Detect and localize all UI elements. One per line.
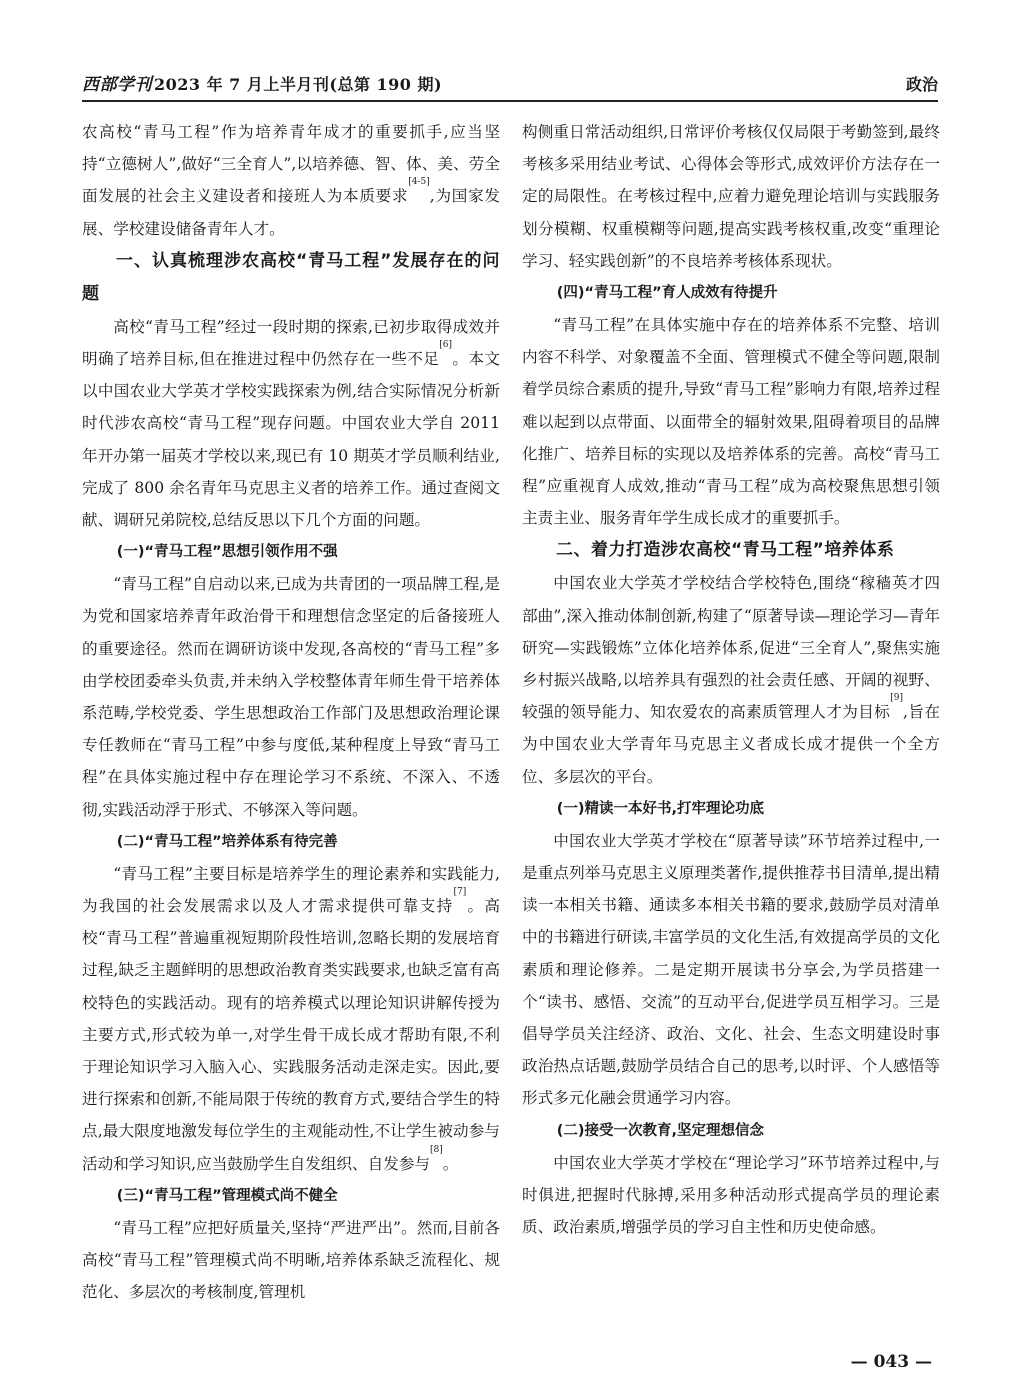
paragraph	[522, 567, 940, 792]
text-run: 高校“青马工程”经过一段时期的探索,已初步取得成效并明确了培养目标,但在推进过程中仍然存在一些不足	[82, 317, 500, 369]
paragraph: “青马工程”应把好质量关,坚持“严进严出”。然而,目前各高校“青马工程”管理模式尚不明晰,培养体系缺乏流程化、规范化、多层次的考核制度,管理机	[82, 1218, 500, 1302]
page-number: — 043 —	[850, 1352, 932, 1372]
subsection-heading: (一)精读一本好书,打牢理论功底	[556, 800, 765, 817]
subsection-heading: (二)“青马工程”培养体系有待完善	[116, 833, 338, 850]
text-run: ,旨在为中国农业大学青年马克思主义者成长成才提供一个全方位、多层次的平台。	[522, 703, 940, 786]
subsection-heading: (四)“青马工程”育人成效有待提升	[556, 285, 778, 302]
subsection-heading: (一)“青马工程”思想引领作用不强	[116, 544, 338, 561]
right-column	[522, 116, 940, 1243]
journal-issue-line	[82, 70, 442, 100]
citation: [9]	[890, 693, 903, 704]
text-run: 农高校“青马工程”作为培养青年成才的重要抓手,应当坚持“立德树人”,做好“三全育人”,以培养德、智、体、美、劳全面发展的社会主义建设者和接班人为本质要求	[82, 123, 500, 206]
text-run: 中国农业大学英才学校结合学校特色,围绕“稼穑英才四部曲”,深入推动体制创新,构建了“原著导读—理论学习—青年研究—实践锻炼”立体化培养体系,促进“三全育人”,聚焦实施乡村振兴战略,以培养具有强烈的社会责任感、开阔的视野、较强的领导能力、知农爱农的高素质管理人才为目标	[522, 574, 940, 722]
text-run: ,为国家发展、学校建设储备青年人才。	[82, 187, 500, 238]
paragraph	[82, 858, 500, 1180]
citation: [6]	[439, 340, 452, 351]
paragraph	[82, 311, 500, 536]
running-header	[82, 66, 938, 102]
section-label: 政治	[905, 75, 938, 94]
paragraph: “青马工程”自启动以来,已成为共青团的一项品牌工程,是为党和国家培养青年政治骨干和理想信念坚定的后备接班人的重要途径。然而在调研访谈中发现,各高校的“青马工程”多由学校团委牵头负责,并未纳入学校整体青年师生骨干培养体系范畴,学校党委、学生思想政治工作部门及思想政治理论课专任教师在“青马工程”中参与度低,某种程度上导致“青马工程”在具体实施过程中存在理论学习不系统、不深入、不透彻,实践活动浮于形式、不够深入等问题。	[82, 575, 500, 819]
left-column	[82, 116, 500, 1309]
section-heading-2: 二、着力打造涉农高校“青马工程”培养体系	[556, 540, 895, 561]
text-run: 。本文以中国农业大学英才学校实践探索为例,结合实际情况分析新时代涉农高校“青马工程”现存问题。中国农业大学自 2011 年开办第一届英才学校以来,现已有 10 期英才学员顺利结业,完成了 800 余名青年马克思主义者的培养工作。通过查阅文献、调研兄弟院校,总结反思以下几个方面的问题。	[82, 350, 500, 530]
text-run: “青马工程”主要目标是培养学生的理论素养和实践能力,为我国的社会发展需求以及人才需求提供可靠支持	[82, 864, 500, 916]
section-heading-1: 一、认真梳理涉农高校“青马工程”发展存在的问题	[82, 250, 500, 304]
paragraph: 构侧重日常活动组织,日常评价考核仅仅局限于考勤签到,最终考核多采用结业考试、心得体会等形式,成效评价方法存在一定的局限性。在考核过程中,应着力避免理论培训与实践服务划分模糊、权重模糊等问题,提高实践考核权重,改变“重理论学习、轻实践创新”的不良培养考核体系现状。	[522, 123, 940, 270]
paragraph: 中国农业大学英才学校在“理论学习”环节培养过程中,与时俱进,把握时代脉搏,采用多种活动形式提高学员的理论素质、政治素质,增强学员的学习自主性和历史使命感。	[522, 1153, 940, 1237]
text-run: 。	[442, 1154, 459, 1173]
citation: [8]	[430, 1144, 443, 1155]
paragraph	[82, 116, 500, 245]
subsection-heading: (二)接受一次教育,坚定理想信念	[556, 1122, 765, 1139]
paragraph: 中国农业大学英才学校在“原著导读”环节培养过程中,一是重点列举马克思主义原理类著作,提供推荐书目清单,提出精读一本相关书籍、通读多本相关书籍的要求,鼓励学员对清单中的书籍进行研读,丰富学员的文化生活,有效提高学员的文化素质和理论修养。二是定期开展读书分享会,为学员搭建一个“读书、感悟、交流”的互动平台,促进学员互相学习。三是倡导学员关注经济、政治、文化、社会、生态文明建设时事政治热点话题,鼓励学员结合自己的思考,以时评、个人感悟等形式多元化融会贯通学习内容。	[522, 831, 940, 1108]
paragraph: “青马工程”在具体实施中存在的培养体系不完整、培训内容不科学、对象覆盖不全面、管理模式不健全等问题,限制着学员综合素质的提升,导致“青马工程”影响力有限,培养过程难以起到以点带面、以面带全的辐射效果,阻碍着项目的品牌化推广、培养目标的实现以及培养体系的完善。高校“青马工程”应重视育人成效,推动“青马工程”成为高校聚焦思想引领主责主业、服务青年学生成长成才的重要抓手。	[522, 316, 940, 528]
citation: [7]	[453, 887, 467, 898]
journal-logo: 西部学刊	[82, 75, 152, 95]
text-run: 。高校“青马工程”普遍重视短期阶段性培训,忽略长期的发展培育过程,缺乏主题鲜明的思想政治教育类实践要求,也缺乏富有高校特色的实践活动。现有的培养模式以理论知识讲解传授为主要方式,形式较为单一,对学生骨干成长成才帮助有限,不利于理论知识学习入脑入心、实践服务活动走深走实。因此,要进行探索和创新,不能局限于传统的教育方式,要结合学生的特点,最大限度地激发每位学生的主观能动性,不让学生被动参与活动和学习知识,应当鼓励学生自发组织、自发参与	[82, 897, 500, 1173]
issue-info: 2023 年 7 月上半月刊(总第 190 期)	[154, 75, 443, 94]
citation: [4-5]	[408, 177, 430, 188]
subsection-heading: (三)“青马工程”管理模式尚不健全	[116, 1187, 338, 1204]
